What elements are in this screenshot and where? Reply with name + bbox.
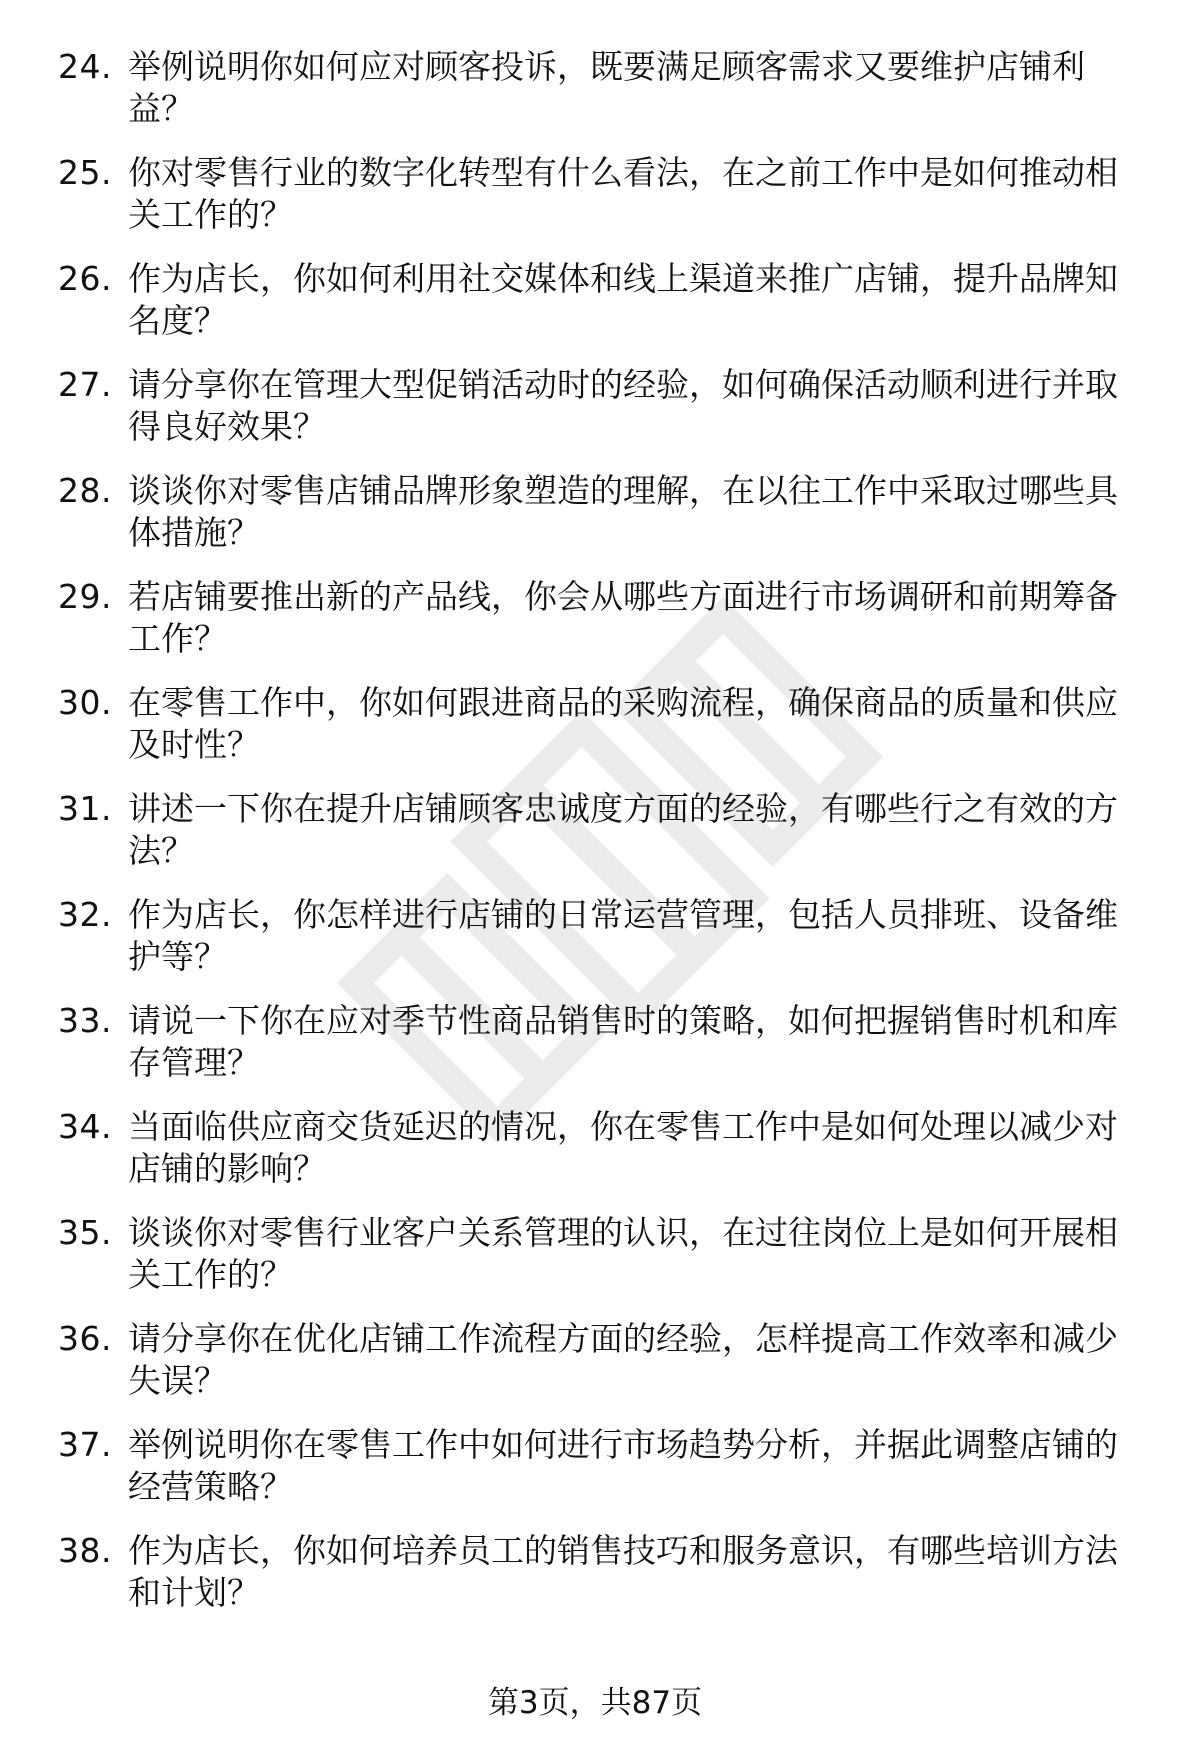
question-text: 举例说明你如何应对顾客投诉，既要满足顾客需求又要维护店铺利益？ <box>128 47 1085 128</box>
question-item <box>58 894 1148 978</box>
question-text: 举例说明你在零售工作中如何进行市场趋势分析，并据此调整店铺的经营策略？ <box>128 1425 1118 1506</box>
question-number: 34. <box>58 1107 112 1146</box>
question-text: 若店铺要推出新的产品线，你会从哪些方面进行市场调研和前期筹备工作？ <box>128 577 1118 658</box>
question-number: 32. <box>58 895 112 934</box>
question-number: 38. <box>58 1531 112 1570</box>
question-number: 31. <box>58 789 112 828</box>
question-number: 29. <box>58 577 112 616</box>
question-text: 在零售工作中，你如何跟进商品的采购流程，确保商品的质量和供应及时性？ <box>128 683 1118 764</box>
question-item <box>58 470 1148 554</box>
question-text: 作为店长，你怎样进行店铺的日常运营管理，包括人员排班、设备维护等？ <box>128 895 1118 976</box>
question-number: 33. <box>58 1001 112 1040</box>
question-list <box>58 46 1148 1636</box>
question-number: 24. <box>58 47 112 86</box>
question-text: 请分享你在优化店铺工作流程方面的经验，怎样提高工作效率和减少失误？ <box>128 1319 1118 1400</box>
question-item <box>58 364 1148 448</box>
question-text: 谈谈你对零售行业客户关系管理的认识，在过往岗位上是如何开展相关工作的？ <box>128 1213 1118 1294</box>
question-text: 你对零售行业的数字化转型有什么看法，在之前工作中是如何推动相关工作的？ <box>128 153 1118 234</box>
question-item <box>58 788 1148 872</box>
question-text: 请说一下你在应对季节性商品销售时的策略，如何把握销售时机和库存管理？ <box>128 1001 1118 1082</box>
page-footer: 第3页，共87页 <box>487 1685 703 1721</box>
question-number: 36. <box>58 1319 112 1358</box>
question-number: 37. <box>58 1425 112 1464</box>
question-item <box>58 1318 1148 1402</box>
question-number: 26. <box>58 259 112 298</box>
question-item <box>58 576 1148 660</box>
question-number: 25. <box>58 153 112 192</box>
question-item <box>58 258 1148 342</box>
question-number: 28. <box>58 471 112 510</box>
question-item <box>58 1000 1148 1084</box>
question-text: 讲述一下你在提升店铺顾客忠诚度方面的经验，有哪些行之有效的方法？ <box>128 789 1118 870</box>
question-item <box>58 46 1148 130</box>
question-item <box>58 1106 1148 1190</box>
question-item <box>58 1530 1148 1614</box>
question-item <box>58 1212 1148 1296</box>
question-text: 作为店长，你如何利用社交媒体和线上渠道来推广店铺，提升品牌知名度？ <box>128 259 1118 340</box>
question-text: 谈谈你对零售店铺品牌形象塑造的理解，在以往工作中采取过哪些具体措施？ <box>128 471 1118 552</box>
question-item <box>58 1424 1148 1508</box>
question-text: 作为店长，你如何培养员工的销售技巧和服务意识，有哪些培训方法和计划？ <box>128 1531 1118 1612</box>
question-number: 27. <box>58 365 112 404</box>
question-text: 请分享你在管理大型促销活动时的经验，如何确保活动顺利进行并取得良好效果？ <box>128 365 1118 446</box>
question-number: 35. <box>58 1213 112 1252</box>
question-number: 30. <box>58 683 112 722</box>
question-text: 当面临供应商交货延迟的情况，你在零售工作中是如何处理以减少对店铺的影响？ <box>128 1107 1118 1188</box>
question-item <box>58 152 1148 236</box>
question-item <box>58 682 1148 766</box>
